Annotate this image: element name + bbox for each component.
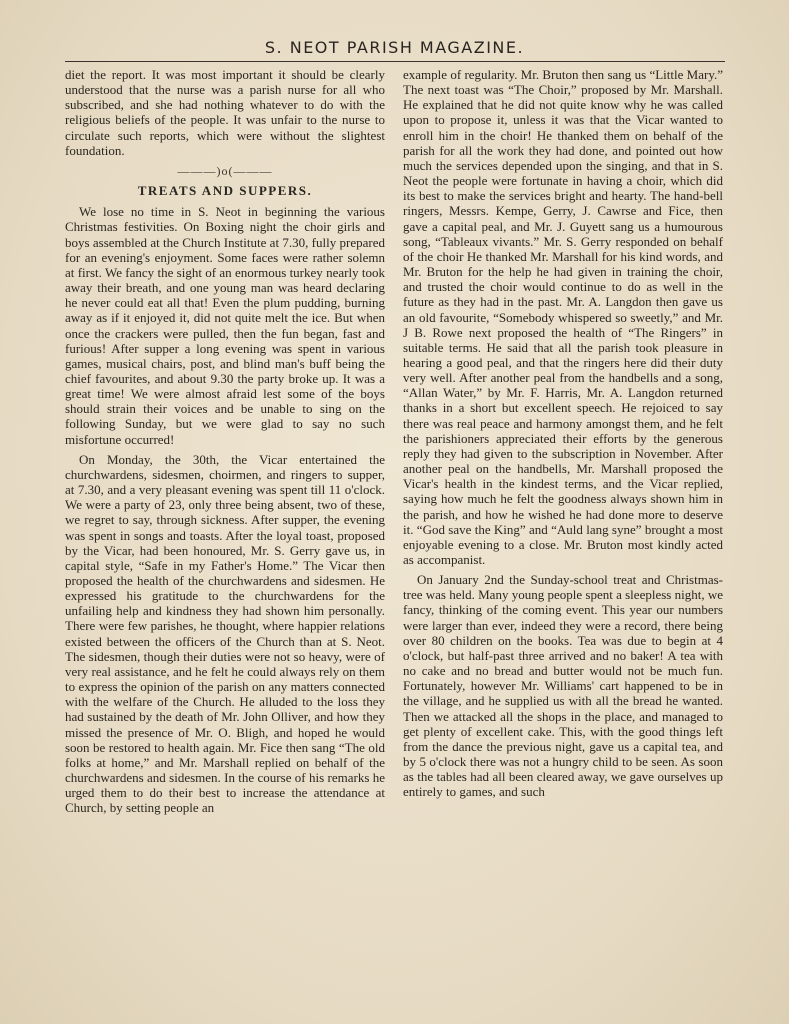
page-title: S. NEOT PARISH MAGAZINE. xyxy=(264,38,525,57)
right-column xyxy=(403,67,723,800)
left-column xyxy=(65,67,385,816)
continued-paragraph: diet the report. It was most important it should be clearly understood that the nurse was a parish nurse for all who subscribed, and she had nothing whatever to do with the religious beliefs of the people. It was unfair to the nurse to circulate such reports, which were without the slightest foundation. xyxy=(65,67,385,158)
sunday-school-paragraph: On January 2nd the Sunday-school treat and Christmas-tree was held. Many young people spent a sleepless night, we fancy, thinking of the coming event. This year our numbers were larger than ever, indeed they were a record, there being over 80 children on the books. Tea was due to begin at 4 o'clock, but half-past three arrived and no baker! A tea with no cake and no bread and butter would not be much fun. Fortunately, however Mr. Williams' cart happened to be in the village, and he supplied us with all the bread he wanted. Then we attacked all the shops in the place, and managed to get plenty of excellent cake. This, with the good things left from the dance the previous night, gave us a capital tea, and by 5 o'clock there was not a hungry child to be seen. As soon as the tables had all been cleared away, we gave ourselves up entirely to games, and such xyxy=(403,572,723,800)
vicar-supper-paragraph: On Monday, the 30th, the Vicar entertained the churchwardens, sidesmen, choirmen, and ringers to supper, at 7.30, and a very pleasant evening was spent till 11 o'clock. We were a party of 23, only three being absent, two of these, we regret to say, through sickness. After supper, the evening was spent in songs and toasts. After the loyal toast, proposed by the Vicar, had been honoured, Mr. S. Gerry gave us, in capital style, “Safe in my Father's Home.” The Vicar then proposed the health of the churchwardens and sidesmen. He expressed his gratitude to the churchwardens for the unfailing help and kindness they had shown him personally. There were few parishes, he thought, where happier relations existed between the officers of the Church than at S. Neot. The sidesmen, though their duties were not so heavy, were of very real assistance, and he felt he could always rely on them to express the opinion of the parish on any matters connected with the welfare of the Church. He alluded to the loss they had sustained by the death of Mr. John Olliver, and how they missed the presence of Mr. O. Bligh, and hoped he would soon be restored to health again. Mr. Fice then sang “The old folks at home,” and Mr. Marshall replied on behalf of the churchwardens and sidesmen. In the course of his remarks he urged them to do their best to increase the attendance at Church, by setting people an xyxy=(65,451,385,816)
section-heading: TREATS AND SUPPERS. xyxy=(137,183,313,199)
header-rule xyxy=(65,61,725,62)
toasts-paragraph: example of regularity. Mr. Bruton then sang us “Little Mary.” The next toast was “The Choir,” proposed by Mr. Marshall. He explained that he did not quite know why he was called upon to propose it, unless it was that the Vicar wanted to enroll him in the choir! He thanked them on behalf of the parish for all the work they had done, and pointed out how much the services depended upon the singing, and that in S. Neot the people were fortunate in having a choir, which did its best to make the services bright and hearty. The hand-bell ringers, Messrs. Kempe, Gerry, J. Cawrse and Fice, then gave a capital peal, and Mr. J. Guyett sang us a humourous song, “Tableaux vivants.” Mr. S. Gerry responded on behalf of the choir He thanked Mr. Marshall for his kind words, and Mr. Bruton for the help he had given in training the choir, and trusted the choir would continue to do as well in the future as they had in the past. Mr. A. Langdon then gave us an old favourite, “Somebody whispered so sweetly,” and Mr. J B. Rowe next proposed the health of “The Ringers” in suitable terms. He said that all the parish took pleasure in hearing a good peal, and that the ringers here did their duty very well. After another peal from the handbells and a song, “Allan Water,” by Mr. F. Harris, Mr. A. Langdon returned thanks in a short but excellent speech. He rejoiced to say there was real peace and harmony amongst them, and he felt the parishioners appreciated their efforts by the generous reply they had given to the subscription in November. After another peal on the handbells, Mr. Marshall proposed the Vicar's health in the kindest terms, and the Vicar replied, saying how much he felt the goodness always shown him in the parish, and how he wished he had done more to deserve it. “God save the King” and “Auld lang syne” brought a most enjoyable evening to a close. Mr. Bruton most kindly acted as accompanist. xyxy=(403,67,723,567)
section-divider: ———)o(——— xyxy=(177,163,273,178)
boxing-night-paragraph: We lose no time in S. Neot in beginning the various Christmas festivities. On Boxing night the choir girls and boys assembled at the Church Institute at 7.30, fully prepared for an evening's enjoyment. Some faces were rather solemn at first. We fancy the sight of an enormous turkey nearly took away their breath, and one young man was heard declaring he never could eat all that! Even the plum pudding, burning away as if it enjoyed it, did not quite melt the ice. But when once the crackers were pulled, then the fun began, fast and furious! After supper a long evening was spent in various games, musical chairs, post, and blind man's buff being the chief favourites, and about 9.30 the party broke up. It was a great time! We were almost afraid lest some of the boys should strain their voices and be unable to sing on the following Sunday, but we were glad to say no such misfortune occurred! xyxy=(65,204,385,447)
